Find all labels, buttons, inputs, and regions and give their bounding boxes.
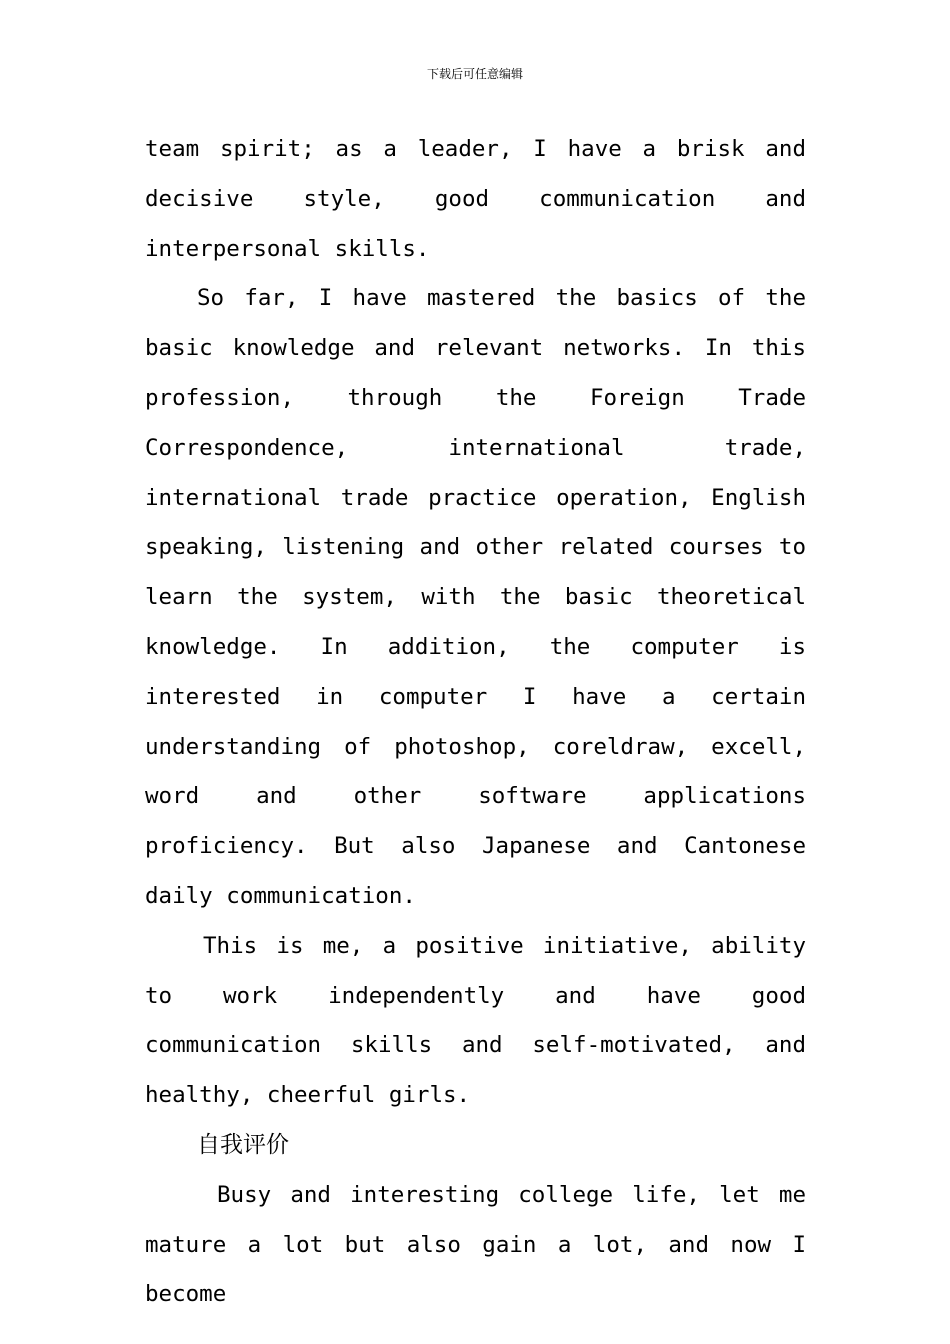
page-header: 下载后可任意编辑 bbox=[426, 67, 523, 81]
paragraph-team-spirit: team spirit; as a leader, I have a brisk and decisive style, good communication and interpersonal skills. bbox=[145, 136, 806, 262]
paragraph-this-is-me: This is me, a positive initiative, ability to work independently and have good communication skills and self-motivated, and healthy, cheerful girls. bbox=[145, 932, 806, 1109]
paragraph-knowledge: So far, I have mastered the basics of the basic knowledge and relevant networks. In this profession, through the Foreign Trade Correspondence, international trade, international trade practice operation, English speaking, listening and other related courses to learn the system, with the basic theoretical knowledge. In addition, the computer is interested in computer I have a certain understanding of photoshop, coreldraw, excell, word and other software applications proficiency. But also Japanese and Cantonese daily communication. bbox=[145, 285, 806, 909]
document-body bbox=[145, 125, 806, 1320]
paragraph-college-life: Busy and interesting college life, let me mature a lot but also gain a lot, and now I become bbox=[145, 1181, 806, 1308]
section-heading-self-evaluation: 自我评价 bbox=[197, 1131, 289, 1158]
